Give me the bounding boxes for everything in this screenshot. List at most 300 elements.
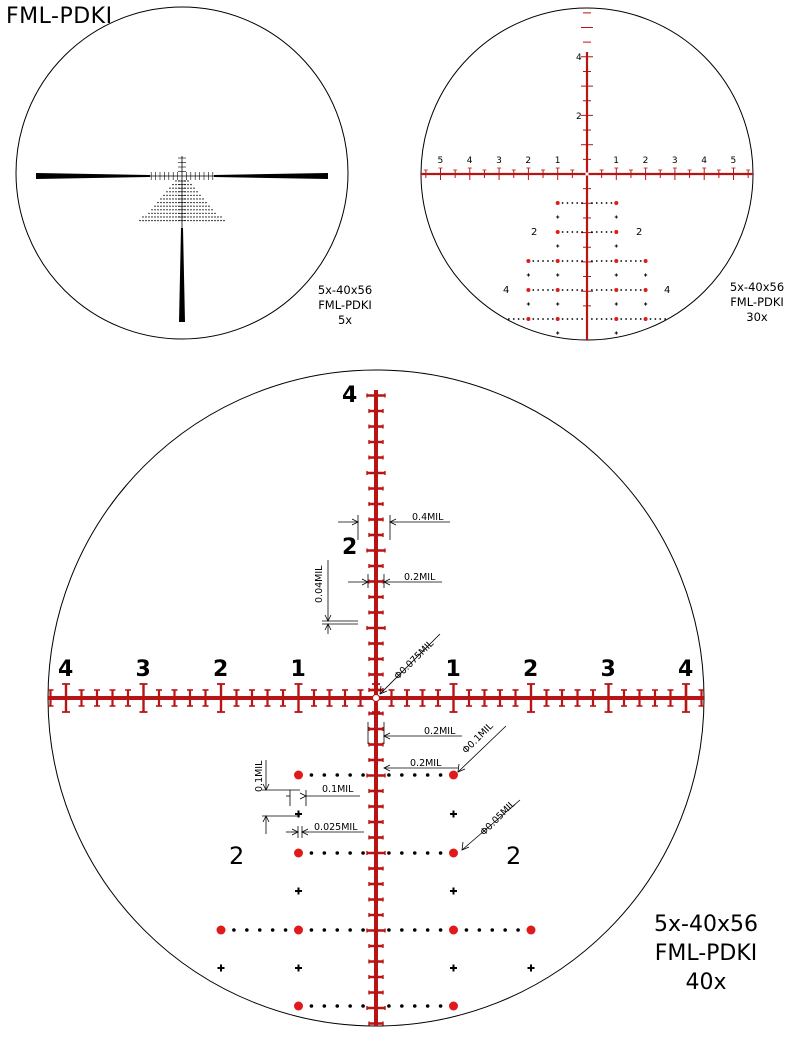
- tree-dot: [145, 220, 146, 221]
- tree-dot: [387, 773, 391, 777]
- horizontal-label-40x: 4: [678, 657, 694, 682]
- tree-dot: [160, 202, 161, 203]
- tree-dot: [169, 195, 170, 196]
- tree-dot: [571, 289, 573, 291]
- tree-dot: [202, 202, 203, 203]
- tree-dot: [175, 206, 176, 207]
- tree-dot: [659, 318, 661, 320]
- tree-dot: [151, 209, 152, 210]
- holdover-dot: [294, 849, 303, 858]
- tree-dot: [169, 209, 170, 210]
- holdover-dot: [644, 317, 648, 321]
- holdover-dot: [644, 288, 648, 292]
- tree-dot: [193, 213, 194, 214]
- dim-label-phi-0-1mil: Φ0.1MIL: [460, 720, 496, 757]
- tree-dot: [166, 202, 167, 203]
- tree-dot: [172, 198, 173, 199]
- tree-dot: [532, 289, 534, 291]
- tree-dot: [199, 220, 200, 221]
- tree-dot: [567, 202, 569, 204]
- tree-dot: [620, 289, 622, 291]
- tree-label-30x-right-4: 4: [664, 285, 671, 296]
- tree-label-30x-left-4: 4: [503, 285, 510, 296]
- tree-dot: [193, 195, 194, 196]
- tree-dot: [202, 209, 203, 210]
- tree-dot: [664, 318, 666, 320]
- tree-dot: [562, 289, 564, 291]
- tree-dot: [190, 198, 191, 199]
- tree-dot: [217, 220, 218, 221]
- tree-dot: [258, 928, 262, 932]
- tree-dot: [581, 260, 583, 262]
- tree-dot: [169, 220, 170, 221]
- caption-30x-reticle: FML-PDKI: [730, 295, 784, 309]
- tree-dot: [439, 1004, 443, 1008]
- tree-dot: [674, 318, 676, 320]
- tree-dot: [208, 216, 209, 217]
- tree-dot: [567, 260, 569, 262]
- tree-dot: [591, 318, 593, 320]
- tree-dot: [542, 289, 544, 291]
- tree-dot: [214, 216, 215, 217]
- tree-dot: [400, 851, 404, 855]
- tree-dot: [163, 202, 164, 203]
- tree-dot: [232, 928, 236, 932]
- tree-dot: [552, 289, 554, 291]
- dim-label-0-2mil-upper: 0.2MIL: [404, 572, 436, 583]
- tree-dot: [620, 318, 622, 320]
- tree-dot: [635, 260, 637, 262]
- horizontal-label-30x: 3: [496, 156, 502, 166]
- tree-dot: [596, 289, 598, 291]
- tree-dot: [214, 220, 215, 221]
- holdover-dot: [556, 230, 560, 234]
- tree-dot: [323, 928, 327, 932]
- horizontal-label-40x: 1: [445, 657, 461, 682]
- tree-dot: [157, 202, 158, 203]
- tree-dot: [348, 928, 352, 932]
- tree-dot: [562, 318, 564, 320]
- caption-5x: [300, 283, 390, 328]
- tree-label-30x-left-2: 2: [531, 227, 538, 238]
- tree-dot: [196, 195, 197, 196]
- tree-dot: [196, 216, 197, 217]
- tree-dot: [187, 216, 188, 217]
- tree-dot: [581, 202, 583, 204]
- tree-dot: [196, 191, 197, 192]
- tree-dot: [640, 260, 642, 262]
- caption-40x-mag: 40x: [685, 970, 727, 995]
- holdover-dot: [526, 259, 530, 263]
- horizontal-label-30x: 1: [554, 156, 561, 166]
- tree-dot: [190, 213, 191, 214]
- tree-dot: [581, 318, 583, 320]
- tree-dot: [348, 773, 352, 777]
- tree-dot: [160, 198, 161, 199]
- tree-dot: [187, 191, 188, 192]
- tree-dot: [169, 198, 170, 199]
- tree-dot: [175, 216, 176, 217]
- tree-dot: [187, 206, 188, 207]
- tree-dot: [169, 206, 170, 207]
- tree-dot: [630, 318, 632, 320]
- tree-dot: [205, 209, 206, 210]
- tree-dot: [163, 198, 164, 199]
- tree-dot: [552, 318, 554, 320]
- horizontal-label-30x: 3: [671, 156, 678, 166]
- tree-dot: [166, 206, 167, 207]
- tree-dot: [187, 213, 188, 214]
- tree-dot: [547, 289, 549, 291]
- tree-dot: [205, 202, 206, 203]
- tree-dot: [163, 206, 164, 207]
- tree-dot: [154, 220, 155, 221]
- holdover-dot: [556, 317, 560, 321]
- tree-dot: [193, 188, 194, 189]
- tree-dot: [310, 851, 314, 855]
- tree-dot: [625, 289, 627, 291]
- tree-dot: [208, 209, 209, 210]
- tree-dot: [151, 220, 152, 221]
- tree-dot: [606, 231, 608, 233]
- tree-dot: [175, 184, 176, 185]
- tree-dot: [169, 216, 170, 217]
- tree-dot: [172, 195, 173, 196]
- tree-dot: [169, 191, 170, 192]
- tree-dot: [400, 1004, 404, 1008]
- tree-dot: [217, 216, 218, 217]
- tree-dot: [611, 260, 613, 262]
- tree-dot: [157, 209, 158, 210]
- tree-dot: [163, 213, 164, 214]
- tree-dot: [640, 289, 642, 291]
- tree-dot: [323, 851, 327, 855]
- tree-dot: [175, 213, 176, 214]
- tree-dot: [310, 928, 314, 932]
- caption-40x: [626, 910, 786, 997]
- tree-dot: [199, 216, 200, 217]
- tree-dot: [426, 773, 430, 777]
- tree-dot: [193, 206, 194, 207]
- tree-dot: [516, 928, 520, 932]
- holdover-dot: [644, 259, 648, 263]
- tree-dot: [187, 209, 188, 210]
- tree-dot: [611, 318, 613, 320]
- tree-dot: [199, 206, 200, 207]
- tree-dot: [611, 289, 613, 291]
- tree-dot: [537, 318, 539, 320]
- tree-dot: [523, 318, 525, 320]
- horizontal-label-30x: 4: [701, 156, 707, 166]
- tree-dot: [542, 260, 544, 262]
- dim-label-0-1mil-vertical: 0.1MIL: [254, 760, 265, 792]
- caption-30x-mag: 30x: [746, 310, 768, 324]
- tree-dot: [199, 198, 200, 199]
- tree-dot: [160, 206, 161, 207]
- tree-dot: [202, 216, 203, 217]
- tree-dot: [190, 191, 191, 192]
- tree-dot: [205, 216, 206, 217]
- horizontal-label-40x: 2: [523, 657, 539, 682]
- tree-dot: [163, 209, 164, 210]
- tree-dot: [576, 231, 578, 233]
- tree-dot: [630, 260, 632, 262]
- tree-dot: [576, 318, 578, 320]
- horizontal-label-40x: 3: [600, 657, 616, 682]
- tree-dot: [620, 260, 622, 262]
- vertical-label-30x-4: 4: [576, 53, 582, 63]
- tree-dot: [166, 209, 167, 210]
- tree-dot: [562, 202, 564, 204]
- tree-dot: [498, 318, 500, 320]
- tree-dot: [190, 216, 191, 217]
- tree-dot: [426, 1004, 430, 1008]
- tree-dot: [199, 202, 200, 203]
- tree-dot: [187, 220, 188, 221]
- tree-dot: [567, 231, 569, 233]
- tree-dot: [439, 928, 443, 932]
- caption-30x-model: 5x-40x56: [729, 280, 785, 294]
- tree-dot: [157, 206, 158, 207]
- tree-dot: [193, 220, 194, 221]
- tree-dot: [172, 191, 173, 192]
- tree-dot: [172, 213, 173, 214]
- tree-dot: [190, 209, 191, 210]
- tree-dot: [567, 318, 569, 320]
- dim-label-0-2mil-lower: 0.2MIL: [410, 758, 442, 769]
- tree-dot: [567, 289, 569, 291]
- tree-dot: [439, 851, 443, 855]
- holdover-dot: [556, 201, 560, 205]
- tree-dot: [175, 220, 176, 221]
- holdover-dot: [614, 230, 618, 234]
- tree-dot: [581, 231, 583, 233]
- horizontal-label-40x: 2: [213, 657, 229, 682]
- tree-dot: [190, 184, 191, 185]
- tree-dot: [205, 206, 206, 207]
- horizontal-label-40x: 3: [135, 657, 151, 682]
- tree-dot: [596, 231, 598, 233]
- tree-dot: [537, 260, 539, 262]
- tree-dot: [387, 928, 391, 932]
- holdover-dot: [294, 771, 303, 780]
- dim-label-phi-0-075mil: Φ0.075MIL: [392, 638, 437, 683]
- tree-dot: [310, 1004, 314, 1008]
- tree-dot: [157, 220, 158, 221]
- tree-dot: [284, 928, 288, 932]
- tree-dot: [601, 202, 603, 204]
- tree-dot: [596, 318, 598, 320]
- tree-dot: [591, 289, 593, 291]
- tree-dot: [220, 216, 221, 217]
- tree-dot: [361, 928, 365, 932]
- tree-dot: [211, 209, 212, 210]
- tree-dot: [601, 289, 603, 291]
- tree-dot: [175, 209, 176, 210]
- tree-dot: [190, 206, 191, 207]
- tree-dot: [196, 198, 197, 199]
- tree-dot: [190, 195, 191, 196]
- tree-dot: [591, 202, 593, 204]
- tree-dot: [172, 184, 173, 185]
- tree-dot: [196, 209, 197, 210]
- thick-bar-right-5x: [214, 173, 328, 179]
- tree-dot: [223, 220, 224, 221]
- tree-dot: [205, 220, 206, 221]
- tree-dot: [650, 318, 652, 320]
- tree-dot: [205, 213, 206, 214]
- tree-dot: [630, 289, 632, 291]
- tree-dot: [172, 206, 173, 207]
- tree-dot: [552, 260, 554, 262]
- vertical-label-40x-4: 4: [342, 383, 358, 408]
- tree-dot: [193, 191, 194, 192]
- dimension-lines-40x: [262, 515, 520, 850]
- tree-dot: [208, 206, 209, 207]
- tree-dot: [169, 202, 170, 203]
- tree-dot: [465, 928, 469, 932]
- holdover-dot: [449, 1002, 458, 1011]
- tree-dot: [439, 773, 443, 777]
- holdover-dot: [556, 288, 560, 292]
- dim-label-0-04mil: 0.04MIL: [314, 565, 325, 603]
- tree-dot: [310, 773, 314, 777]
- tree-dot: [160, 209, 161, 210]
- tree-dot: [199, 209, 200, 210]
- holdover-dot: [526, 317, 530, 321]
- holdover-dot: [217, 926, 226, 935]
- tree-dot: [142, 216, 143, 217]
- tree-dot: [348, 851, 352, 855]
- tree-dot: [139, 220, 140, 221]
- dim-label-0-1mil: 0.1MIL: [322, 784, 354, 795]
- tree-dot: [601, 318, 603, 320]
- tree-dot: [172, 216, 173, 217]
- tree-dot: [214, 213, 215, 214]
- reticle-title: FML-PDKI: [6, 4, 113, 29]
- tree-dot: [513, 318, 515, 320]
- tree-dot: [151, 216, 152, 217]
- holdover-dot: [526, 288, 530, 292]
- vertical-label-30x-2: 2: [576, 112, 582, 122]
- tree-dot: [542, 318, 544, 320]
- tree-dot: [611, 231, 613, 233]
- tree-dot: [196, 213, 197, 214]
- tree-dot: [166, 198, 167, 199]
- tree-dot: [160, 216, 161, 217]
- thick-bar-bottom-5x: [179, 228, 185, 322]
- holdover-dot: [294, 1002, 303, 1011]
- tree-dot: [196, 202, 197, 203]
- tree-dot: [196, 206, 197, 207]
- dim-label-phi-0-05mil: Φ0.05MIL: [478, 798, 518, 839]
- tree-dot: [145, 216, 146, 217]
- tree-dot: [193, 216, 194, 217]
- horizontal-label-40x: 4: [58, 657, 74, 682]
- tree-dot: [400, 773, 404, 777]
- tree-dot: [581, 289, 583, 291]
- dim-label-0-025mil: 0.025MIL: [314, 822, 358, 833]
- tree-dot: [606, 318, 608, 320]
- tree-dot: [478, 928, 482, 932]
- tree-dot: [571, 318, 573, 320]
- holdover-dot: [614, 259, 618, 263]
- dim-label-0-2mil-mid: 0.2MIL: [424, 726, 456, 737]
- tree-dot: [163, 195, 164, 196]
- holdover-dot: [449, 926, 458, 935]
- tree-dot: [187, 195, 188, 196]
- tree-dot: [190, 220, 191, 221]
- tree-dot: [547, 318, 549, 320]
- tree-dot: [532, 260, 534, 262]
- tree-dot: [187, 188, 188, 189]
- tree-label-30x-right-2: 2: [636, 227, 643, 238]
- tree-dot: [625, 260, 627, 262]
- center-dot-30x: [585, 172, 588, 175]
- tree-label-40x-left-2: 2: [229, 842, 245, 870]
- holdover-dot: [673, 317, 677, 321]
- tree-label-40x-right-2: 2: [506, 842, 522, 870]
- tree-dot: [199, 195, 200, 196]
- tree-dot: [160, 213, 161, 214]
- tree-dot: [148, 213, 149, 214]
- tree-dot: [576, 202, 578, 204]
- tree-dot: [175, 188, 176, 189]
- tree-dot: [193, 202, 194, 203]
- tree-dot: [199, 213, 200, 214]
- tree-dot: [596, 260, 598, 262]
- tree-dot: [591, 260, 593, 262]
- tree-dot: [193, 198, 194, 199]
- tree-dot: [154, 213, 155, 214]
- tree-dot: [547, 260, 549, 262]
- holdover-dot: [556, 259, 560, 263]
- holdover-dot: [449, 849, 458, 858]
- tree-dot: [187, 198, 188, 199]
- tree-dot: [163, 220, 164, 221]
- tree-dot: [163, 216, 164, 217]
- tree-dot: [211, 213, 212, 214]
- tree-dot: [508, 318, 510, 320]
- tree-dot: [426, 851, 430, 855]
- tree-dot: [413, 851, 417, 855]
- horizontal-label-30x: 2: [525, 156, 532, 166]
- vertical-label-40x-2: 2: [342, 535, 358, 560]
- tree-dot: [400, 928, 404, 932]
- thick-bar-left-5x: [36, 173, 150, 179]
- tree-dot: [576, 260, 578, 262]
- tree-dot: [413, 1004, 417, 1008]
- tree-dot: [323, 1004, 327, 1008]
- tree-dot: [601, 260, 603, 262]
- tree-dot: [413, 928, 417, 932]
- caption-5x-reticle: FML-PDKI: [318, 298, 372, 312]
- tree-dot: [323, 773, 327, 777]
- holdover-dot: [294, 926, 303, 935]
- tree-dot: [157, 213, 158, 214]
- tree-dot: [187, 202, 188, 203]
- holdover-dot: [527, 926, 536, 935]
- tree-dot: [166, 220, 167, 221]
- tree-dot: [571, 202, 573, 204]
- caption-40x-reticle: FML-PDKI: [654, 941, 758, 966]
- tree-dot: [518, 318, 520, 320]
- tree-dot: [169, 188, 170, 189]
- tree-dot: [172, 209, 173, 210]
- horizontal-label-30x: 2: [642, 156, 649, 166]
- tree-dot: [537, 289, 539, 291]
- tree-dot: [413, 773, 417, 777]
